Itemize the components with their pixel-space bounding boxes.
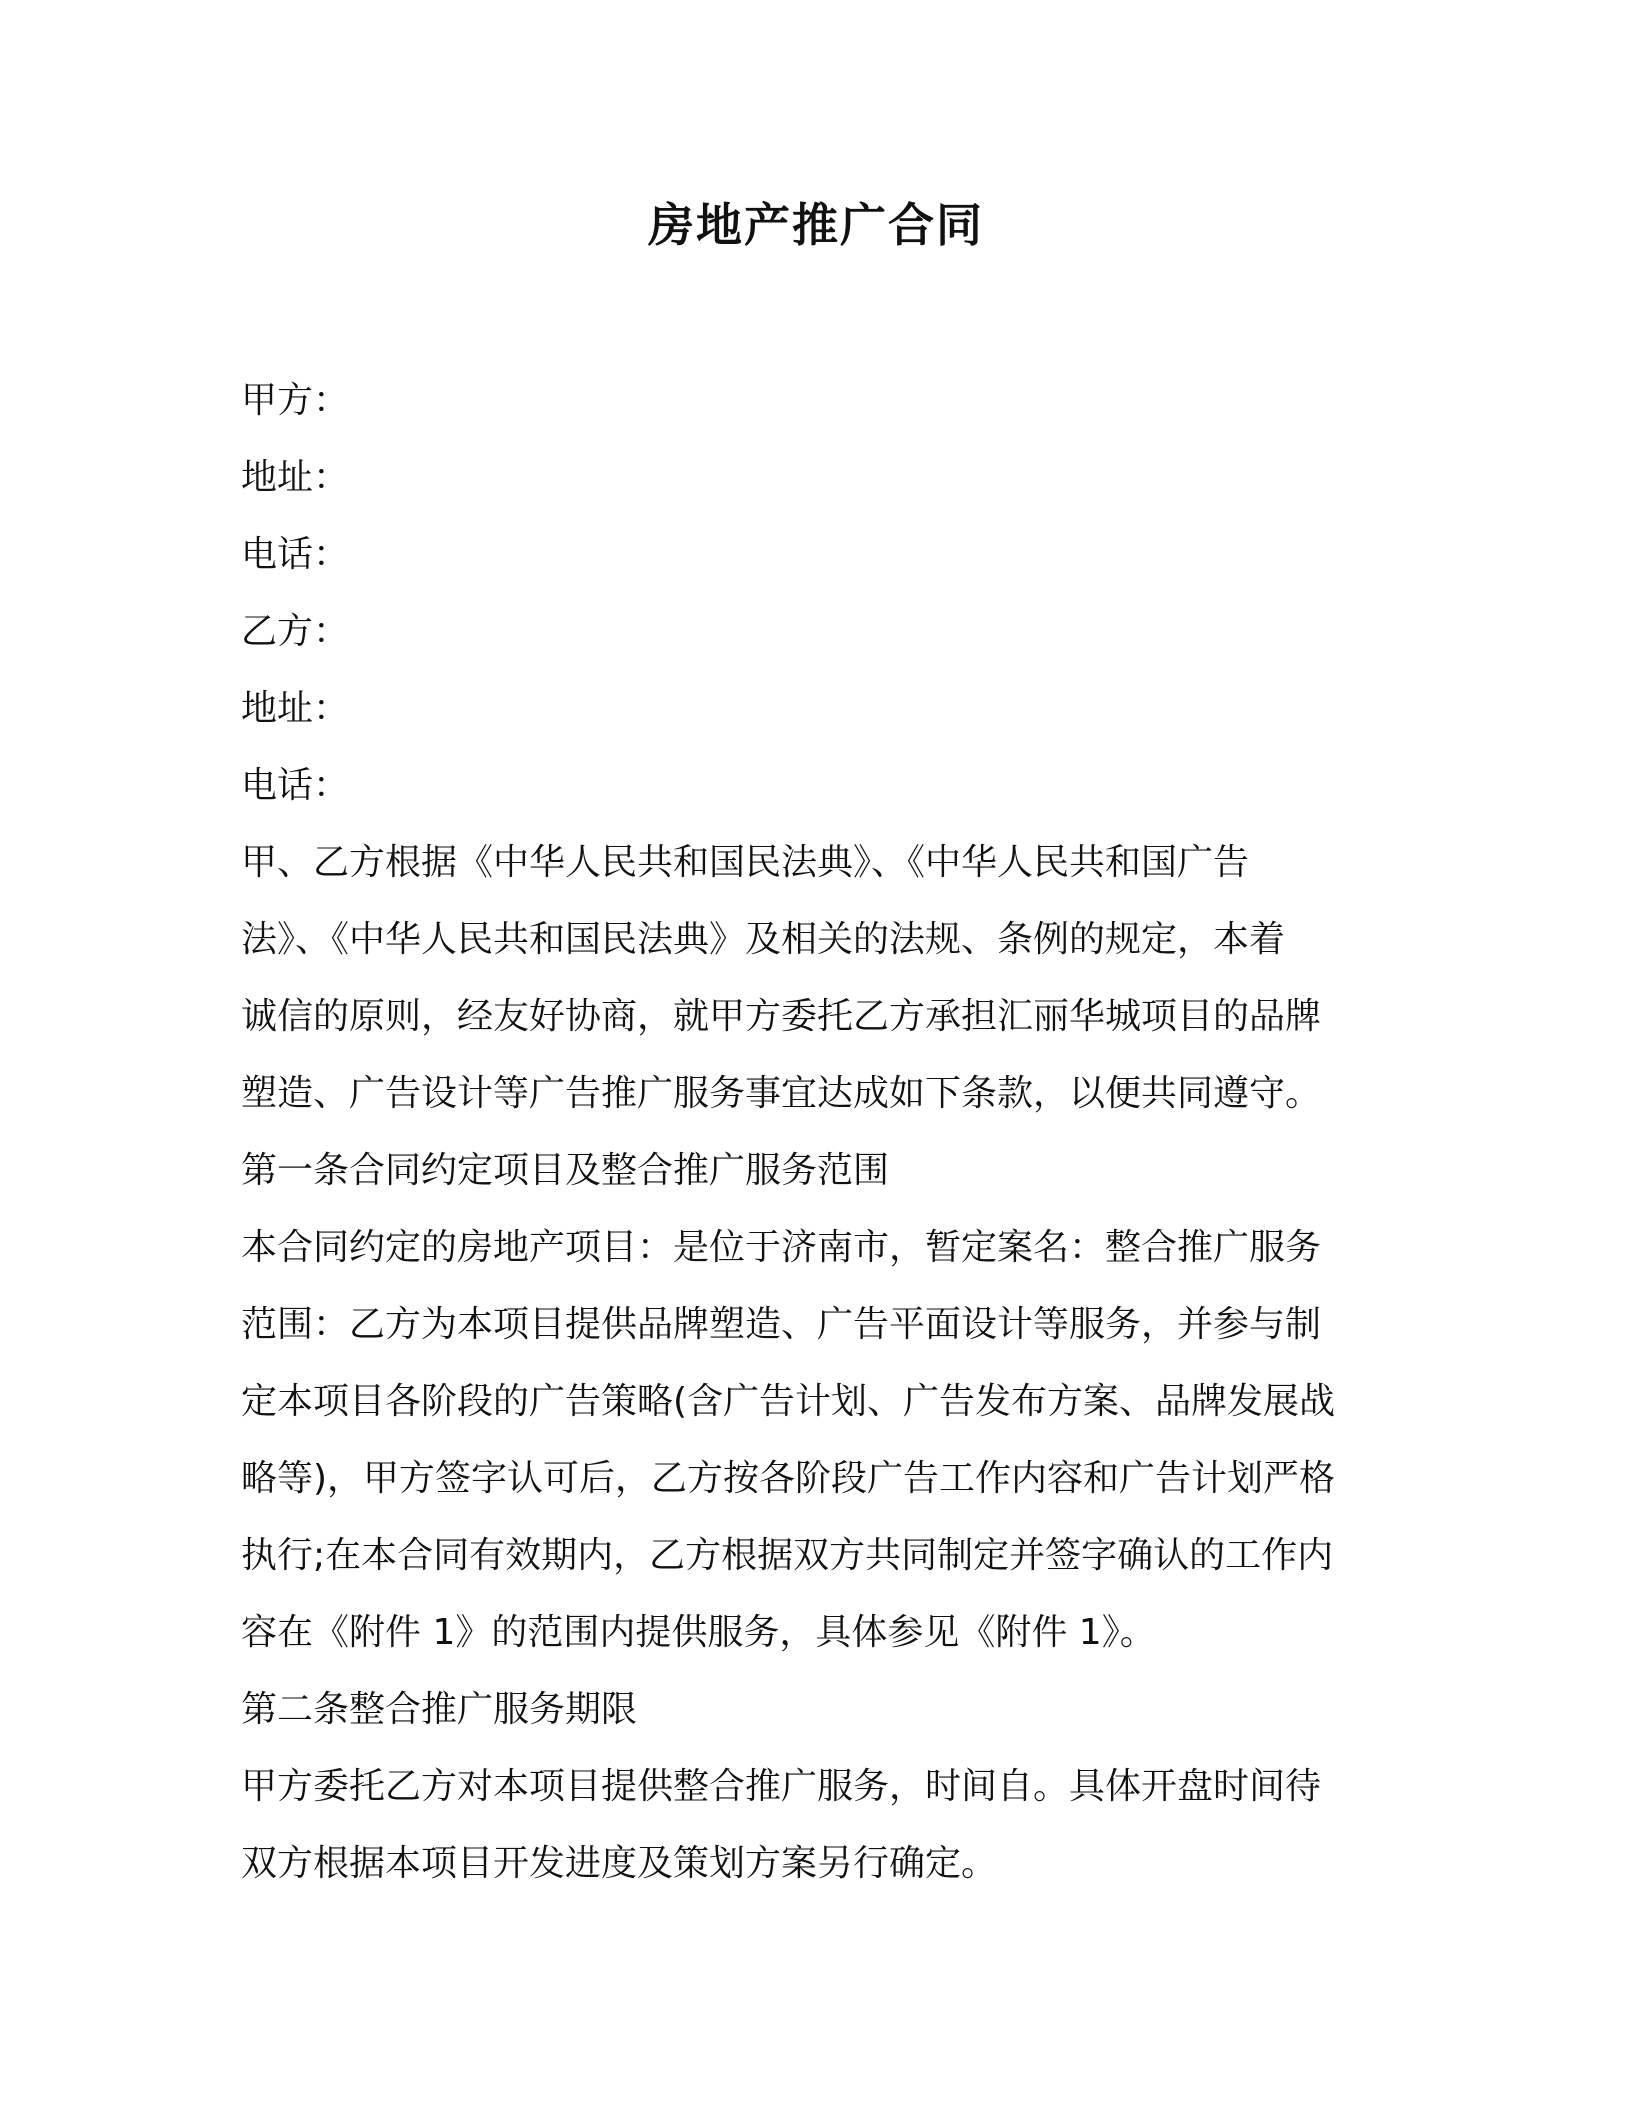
article-1-line: 略等)，甲方签字认可后，乙方按各阶段广告工作内容和广告计划严格 [241,1458,1336,1499]
article-1-line: 容在《附件 1》的范围内提供服务，具体参见《附件 1》。 [241,1612,1156,1653]
party-b-address-label: 地址： [241,688,350,729]
party-a-address-label: 地址： [241,457,350,498]
article-2-heading: 第二条整合推广服务期限 [241,1689,638,1730]
document-body [241,362,1381,1902]
article-1-heading: 第一条合同约定项目及整合推广服务范围 [241,1150,890,1191]
document-title: 房地产推广合同 [648,198,984,252]
preamble-line: 甲、乙方根据《中华人民共和国民法典》、《中华人民共和国广告 [241,842,1250,883]
party-b-phone-label: 电话： [241,765,350,806]
party-a-label: 甲方： [241,380,350,421]
preamble-line: 诚信的原则，经友好协商，就甲方委托乙方承担汇丽华城项目的品牌 [241,996,1322,1037]
article-2-line: 双方根据本项目开发进度及策划方案另行确定。 [241,1843,998,1884]
article-1-line: 范围：乙方为本项目提供品牌塑造、广告平面设计等服务，并参与制 [241,1304,1322,1345]
preamble-line: 塑造、广告设计等广告推广服务事宜达成如下条款，以便共同遵守。 [241,1073,1322,1114]
preamble-line: 法》、《中华人民共和国民法典》及相关的法规、条例的规定，本着 [241,919,1286,960]
article-1-line: 执行;在本合同有效期内，乙方根据双方共同制定并签字确认的工作内 [241,1535,1334,1576]
party-b-label: 乙方： [241,611,350,652]
article-1-line: 本合同约定的房地产项目：是位于济南市，暂定案名：整合推广服务 [241,1227,1322,1268]
party-a-phone-label: 电话： [241,534,350,575]
article-2-line: 甲方委托乙方对本项目提供整合推广服务，时间自。具体开盘时间待 [241,1766,1322,1807]
article-1-line: 定本项目各阶段的广告策略(含广告计划、广告发布方案、品牌发展战 [241,1381,1336,1422]
